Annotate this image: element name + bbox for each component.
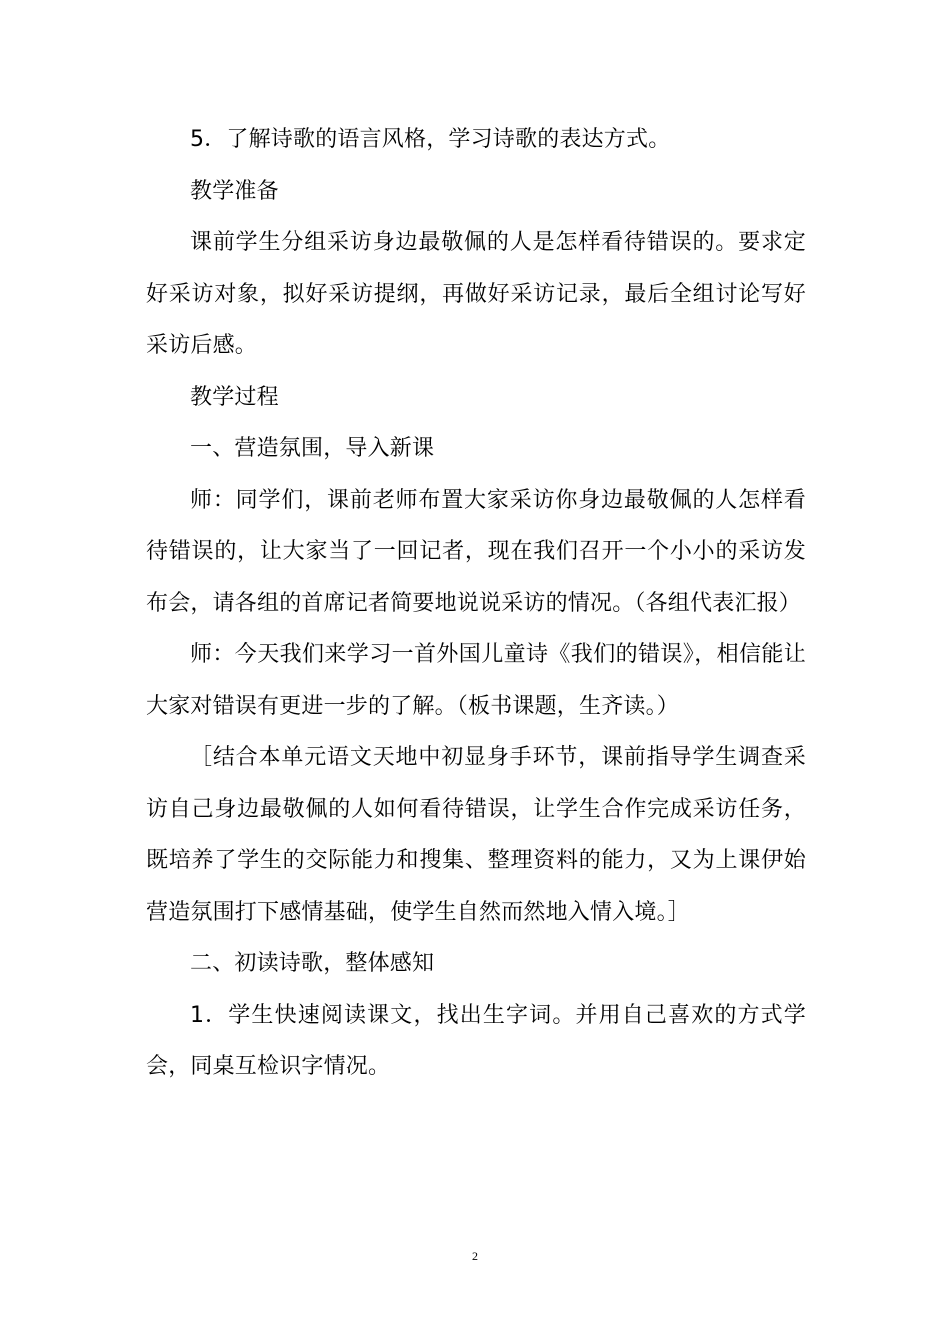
objective-item-5: 5．了解诗歌的语言风格，学习诗歌的表达方式。	[190, 127, 671, 152]
section-heading-preparation: 教学准备	[190, 178, 279, 204]
design-note: ［结合本单元语文天地中初显身手环节，课前指导学生调查采访自己身边最敬佩的人如何看待错误，让学生合作完成采访任务，既培养了学生的交际能力和搜集、整理资料的能力，又为上课伊始营造氛围打下感情基础，使学生自然而然地入情入境。］	[146, 745, 806, 925]
step-heading-2: 二、初读诗歌，整体感知	[190, 951, 435, 976]
preparation-paragraph: 课前学生分组采访身边最敬佩的人是怎样看待错误的。要求定好采访对象，拟好采访提纲，再做好采访记录，最后全组讨论写好采访后感。	[146, 230, 806, 358]
activity-item-1: 1．学生快速阅读课文，找出生字词。并用自己喜欢的方式学会，同桌互检识字情况。	[146, 1002, 806, 1079]
teacher-dialogue-1: 师：同学们，课前老师布置大家采访你身边最敬佩的人怎样看待错误的，让大家当了一回记者，现在我们召开一个小小的采访发布会，请各组的首席记者简要地说说采访的情况。（各组代表汇报）	[146, 487, 806, 616]
teacher-dialogue-2: 师：今天我们来学习一首外国儿童诗《我们的错误》，相信能让大家对错误有更进一步的了解。（板书课题，生齐读。）	[146, 642, 806, 719]
document-body	[146, 114, 806, 1093]
page-number: 2	[472, 1249, 478, 1263]
section-heading-process: 教学过程	[190, 384, 279, 410]
step-heading-1: 一、营造氛围，导入新课	[190, 436, 435, 461]
